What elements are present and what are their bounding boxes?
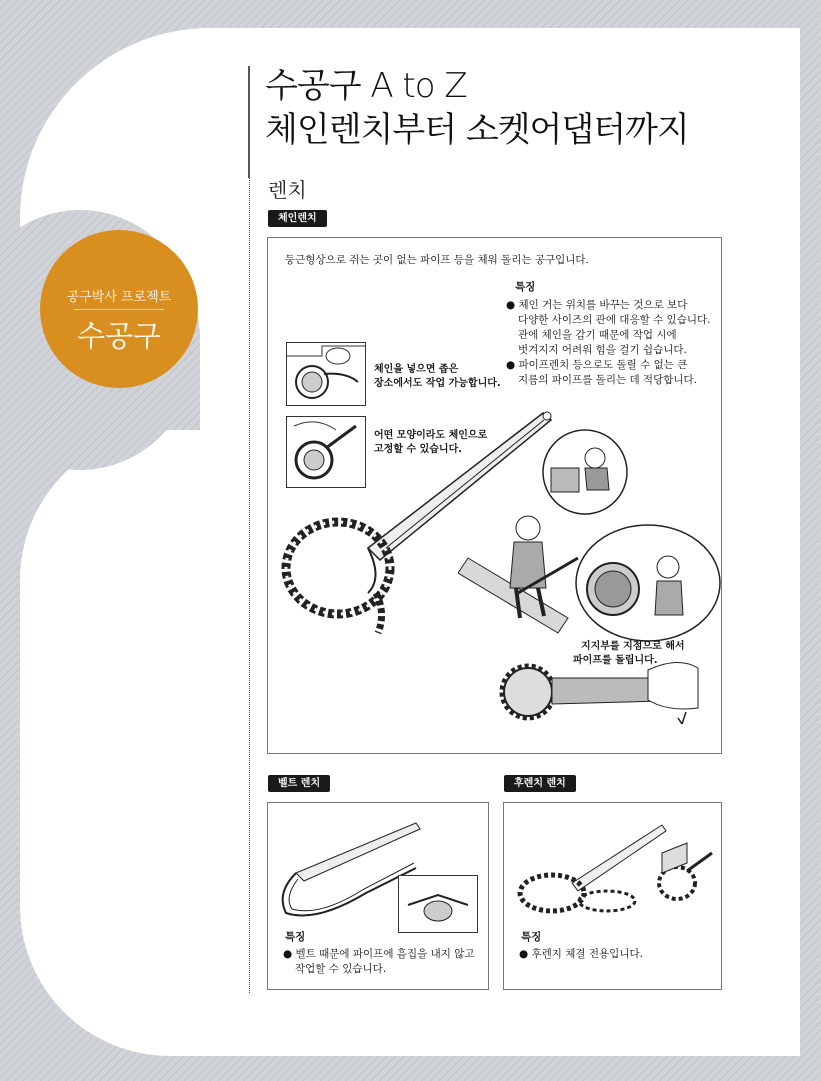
title-line-1: 수공구 A to Z <box>265 66 467 106</box>
flange-wrench-illustration <box>512 813 717 933</box>
belt-feature-line: 작업할 수 있습니다. <box>295 963 387 975</box>
callout-2-line-2: 고정할 수 있습니다. <box>374 444 463 455</box>
callout-3-line-1: 지지부를 지점으로 해서 <box>581 641 685 652</box>
page-panel-curve-bottom <box>20 430 280 1056</box>
flange-wrench-tag: 후렌치 렌치 <box>504 775 576 792</box>
belt-wrench-box <box>267 802 489 990</box>
chain-wrench-box <box>267 237 722 754</box>
chain-inset-illustration-1 <box>286 342 366 406</box>
belt-wrench-tag: 벨트 렌치 <box>268 775 330 792</box>
wrench-hand-illustration <box>488 648 708 728</box>
feature-line: 다양한 사이즈의 관에 대응할 수 있습니다. <box>518 314 711 326</box>
callout-2-line-1: 어떤 모양이라도 체인으로 <box>374 430 488 441</box>
callout-1-line-1: 체인을 넣으면 좁은 <box>374 364 459 375</box>
section-title: 렌치 <box>268 178 307 202</box>
badge-title: 수공구 <box>76 319 162 353</box>
cartoon-bubble-2 <box>573 523 723 643</box>
page-title <box>265 64 689 152</box>
belt-wrench-inset <box>398 875 478 933</box>
feature-line: 지름의 파이프를 돌리는 데 적당합니다. <box>518 374 697 386</box>
chain-wrench-features-title: 특징 <box>515 281 536 293</box>
title-line-2: 체인렌치부터 소켓어댑터까지 <box>265 110 689 150</box>
flange-wrench-box <box>503 802 722 990</box>
callout-3-line-2: 파이프를 돌립니다. <box>573 655 658 666</box>
feature-line: 관에 체인을 감기 때문에 작업 시에 <box>518 329 677 341</box>
feature-line: 벗겨지지 어려워 힘을 걸기 쉽습니다. <box>518 344 687 356</box>
belt-wrench-features-title: 특징 <box>285 931 306 943</box>
belt-feature-bullet: ● 벨트 때문에 파이프에 흠집을 내지 않고 <box>283 948 475 960</box>
category-badge <box>40 230 198 388</box>
flange-feature-bullet: ● 후렌지 체결 전용입니다. <box>519 948 643 960</box>
vertical-dotted-rule <box>249 68 250 993</box>
flange-wrench-features-title: 특징 <box>521 931 542 943</box>
badge-subtitle: 공구박사 프로젝트 <box>66 290 172 305</box>
chain-wrench-tag: 체인렌치 <box>268 210 327 227</box>
chain-wrench-intro: 둥근형상으로 쥐는 곳이 없는 파이프 등을 체워 돌리는 공구입니다. <box>285 254 589 266</box>
feature-bullet-1: ● 체인 거는 위치를 바꾸는 것으로 보다 <box>506 299 688 311</box>
feature-bullet-2: ● 파이프렌치 등으로도 돌릴 수 없는 큰 <box>506 359 688 371</box>
callout-1-line-2: 장소에서도 작업 가능합니다. <box>374 378 501 389</box>
badge-divider <box>74 309 164 310</box>
vertical-title-rule <box>248 66 250 178</box>
cartoon-bubble-1 <box>533 428 633 518</box>
